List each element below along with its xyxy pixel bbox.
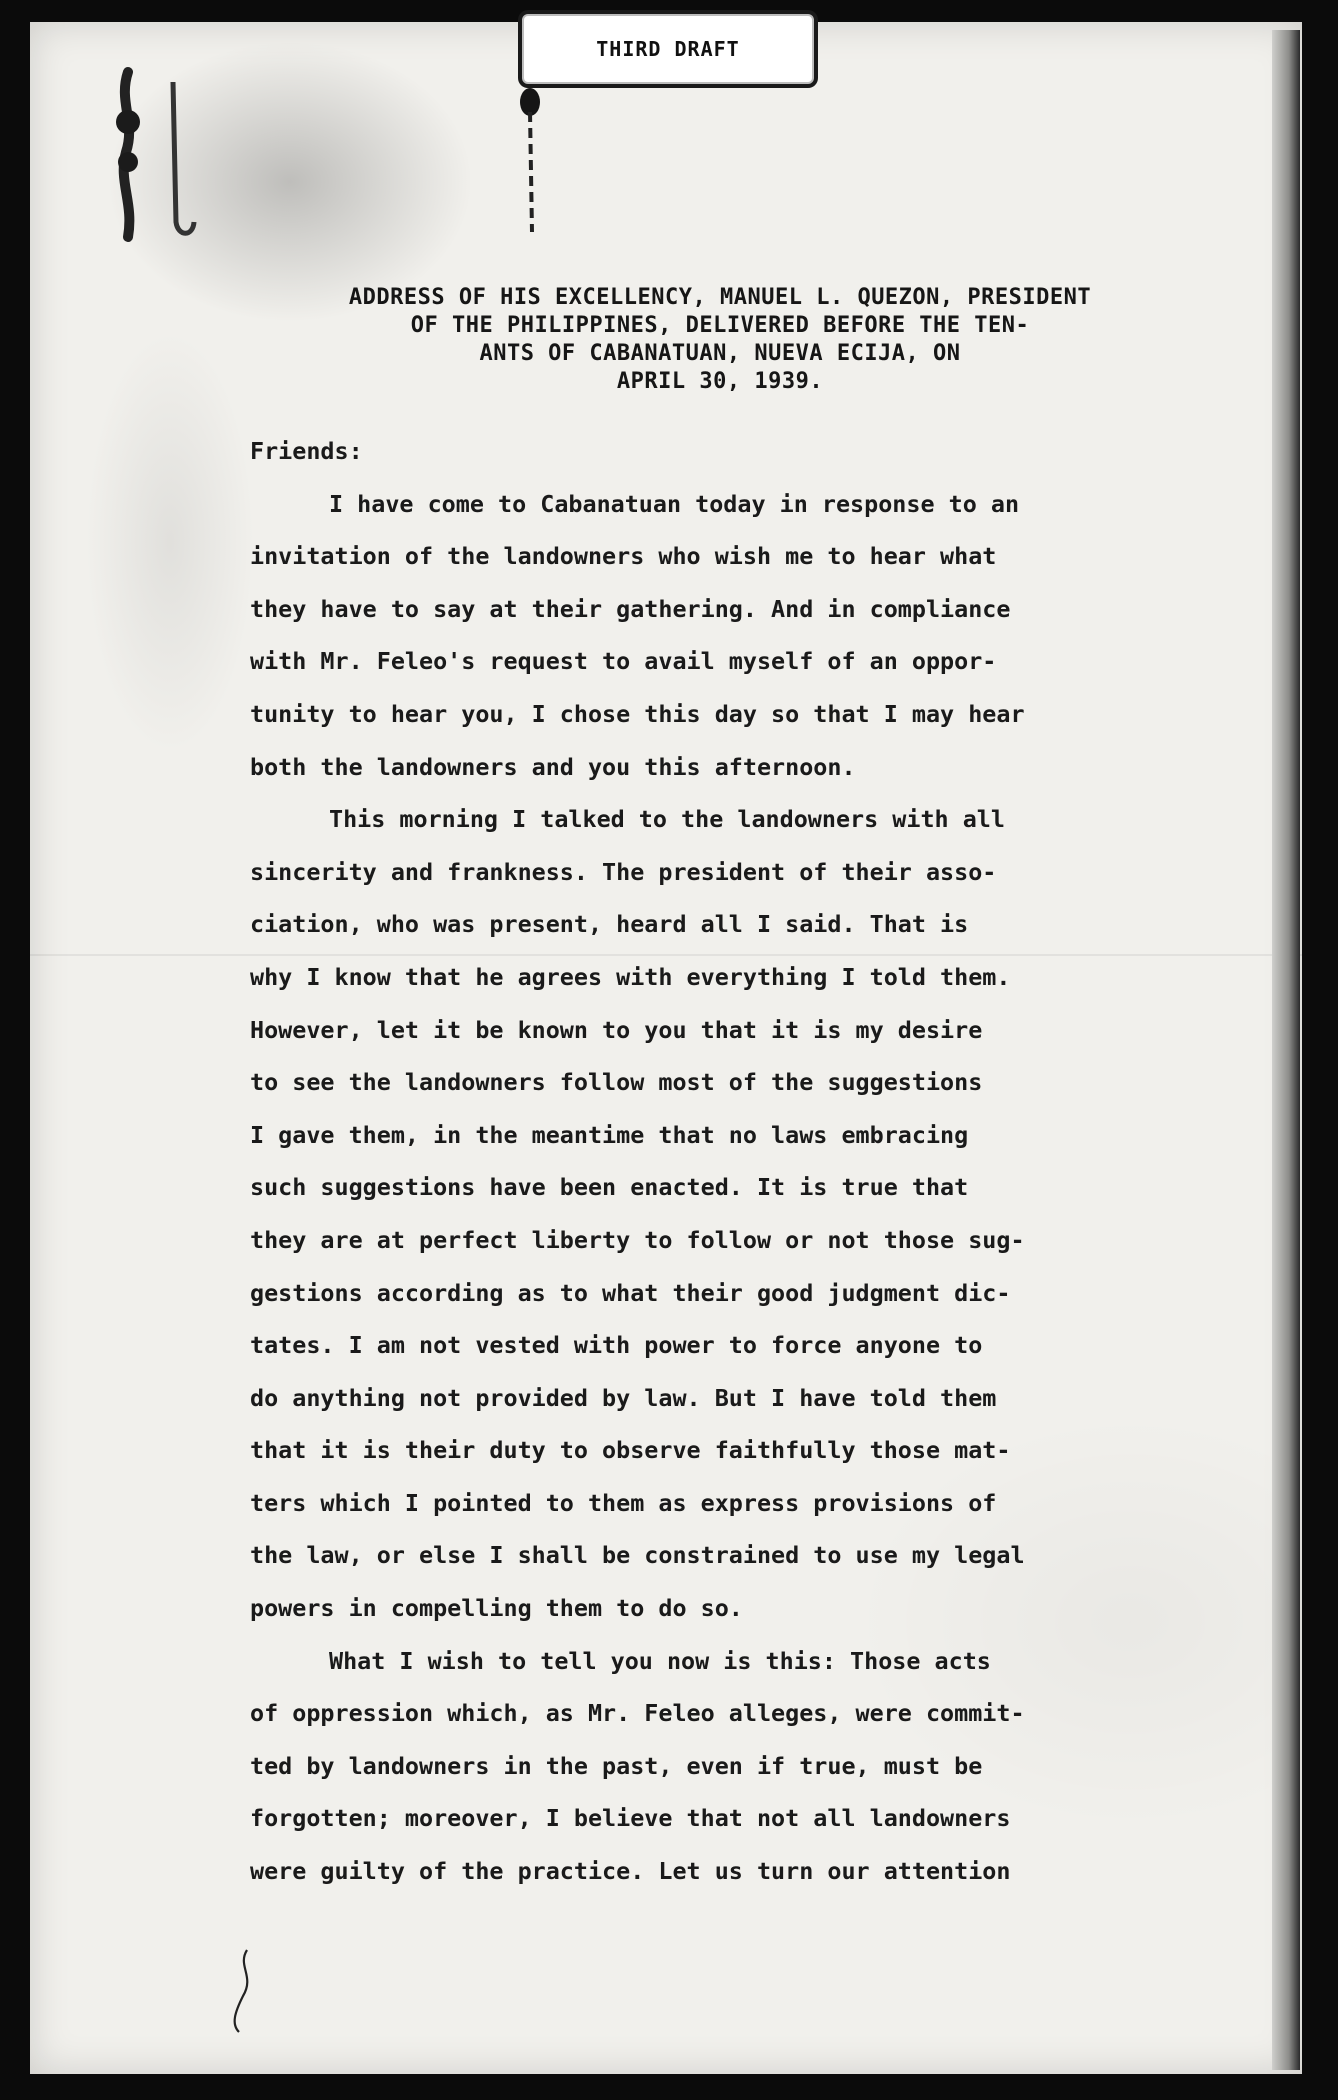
handwritten-page-number (225, 1946, 265, 2036)
text-line: What I wish to tell you now is this: Those acts (329, 1646, 991, 1675)
text-line: why I know that he agrees with everything I told them. (250, 962, 1011, 991)
text-line: This morning I talked to the landowners with all (329, 805, 1005, 834)
text-line: tunity to hear you, I chose this day so that I may hear (250, 699, 1025, 728)
text-line: invitation of the landowners who wish me to hear what (250, 542, 997, 571)
text-line: with Mr. Feleo's request to avail myself of an oppor- (250, 647, 997, 676)
paragraph-3 (250, 1635, 1200, 1898)
text-line: tates. I am not vested with power to force anyone to (250, 1331, 983, 1360)
heading-line: ANTS OF CABANATUAN, NUEVA ECIJA, ON (479, 341, 961, 366)
text-line: ters which I pointed to them as express provisions of (250, 1488, 997, 1517)
text-line: such suggestions have been enacted. It is true that (250, 1173, 969, 1202)
address-heading (260, 284, 1180, 396)
heading-line: ADDRESS OF HIS EXCELLENCY, MANUEL L. QUEZON, PRESIDENT (348, 285, 1092, 310)
paragraph-1 (250, 478, 1200, 794)
text-line: sincerity and frankness. The president of their asso- (250, 857, 997, 886)
binder-holes-mark (88, 62, 208, 252)
draft-label-text: THIRD DRAFT (596, 37, 740, 61)
text-line: that it is their duty to observe faithfully those mat- (250, 1436, 1011, 1465)
text-line: However, let it be known to you that it is my desire (250, 1015, 983, 1044)
text-line: forgotten; moreover, I believe that not all landowners (250, 1804, 1011, 1833)
speech-body (250, 425, 1200, 1898)
draft-label (522, 14, 814, 84)
text-line: I gave them, in the meantime that no laws embracing (250, 1120, 969, 1149)
text-line: gestions according as to what their good judgment dic- (250, 1278, 1011, 1307)
text-line: do anything not provided by law. But I have told them (250, 1383, 997, 1412)
text-line: powers in compelling them to do so. (250, 1594, 743, 1623)
salutation: Friends: (250, 437, 363, 465)
paragraph-2 (250, 793, 1200, 1635)
text-line: ciation, who was present, heard all I said. That is (250, 910, 969, 939)
text-line: they have to say at their gathering. And in compliance (250, 594, 1011, 623)
text-line: were guilty of the practice. Let us turn our attention (250, 1857, 1011, 1886)
text-line: ted by landowners in the past, even if true, must be (250, 1751, 983, 1780)
text-line: both the landowners and you this afternoon. (250, 752, 856, 781)
ink-drip-mark (500, 82, 560, 242)
page-edge (1272, 30, 1300, 2070)
heading-line: OF THE PHILIPPINES, DELIVERED BEFORE THE TEN- (410, 313, 1030, 338)
heading-line: APRIL 30, 1939. (616, 369, 824, 394)
text-line: the law, or else I shall be constrained to use my legal (250, 1541, 1025, 1570)
text-line: to see the landowners follow most of the suggestions (250, 1068, 983, 1097)
text-line: they are at perfect liberty to follow or not those sug- (250, 1225, 1025, 1254)
text-line: of oppression which, as Mr. Feleo alleges, were commit- (250, 1699, 1025, 1728)
text-line: I have come to Cabanatuan today in response to an (329, 489, 1020, 518)
